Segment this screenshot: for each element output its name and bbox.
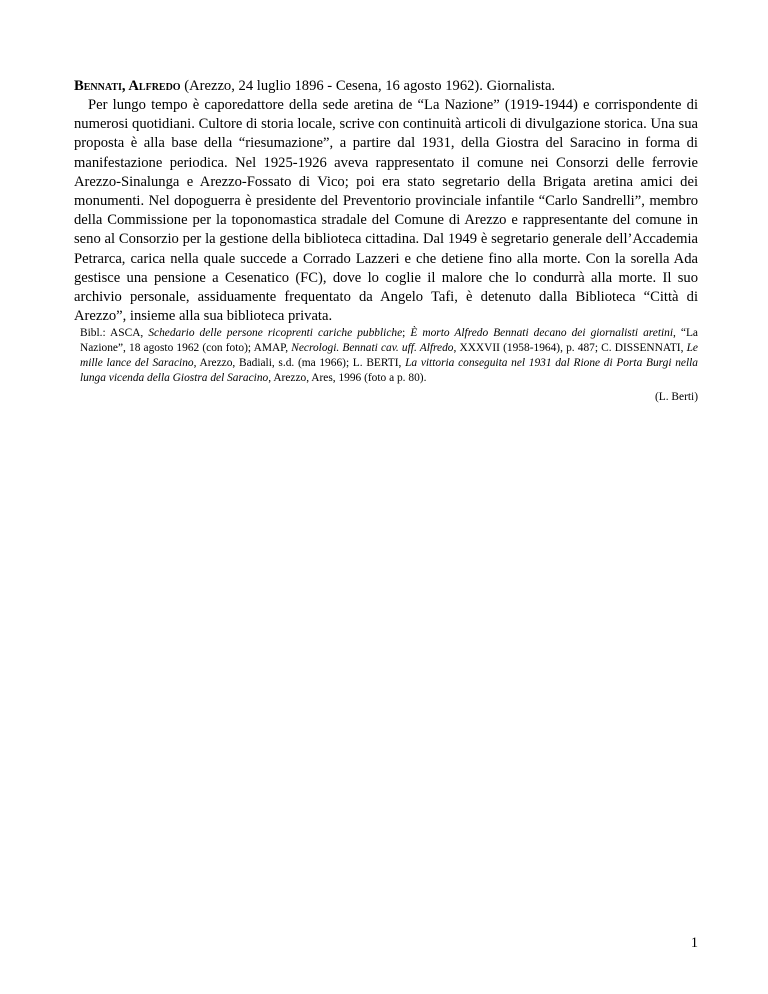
document-page <box>74 77 698 404</box>
page-number: 1 <box>690 935 698 951</box>
entry-dates: (Arezzo, 24 luglio 1896 - Cesena, 16 agosto 1962). Giornalista. <box>180 78 556 94</box>
bibliography-part: , “La Nazione”, 18 agosto 1962 (con foto); AMAP, <box>80 327 698 355</box>
bibliography-part: Bibl.: ASCA, <box>80 327 149 340</box>
bibliography <box>74 326 698 385</box>
bibliography-part: , Arezzo, Ares, 1996 (foto a p. 80). <box>268 371 427 384</box>
entry-body: Per lungo tempo è caporedattore della sede aretina de “La Nazione” (1919-1944) e corrispondente di numerosi quotidiani. Cultore di storia locale, scrive con continuità articoli di divulgazione storica. Una sua proposta è alla base della “riesumazione”, a partire dal 1931, della Giostra del Saracino in forma di manifestazione periodica. Nel 1925-1926 aveva rappresentato il comune nei Consorzi delle ferrovie Arezzo-Sinalunga e Arezzo-Fossato di Vico; poi era stato segretario della Brigata aretina amici dei monumenti. Nel dopoguerra è presidente del Preventorio provinciale infantile “Carlo Sandrelli”, membro della Commissione per la toponomastica stradale del Comune di Arezzo e rappresentante del comune in seno al Consorzio per la gestione della biblioteca cittadina. Dal 1949 è segretario generale dell’Accademia Petrarca, carica nella quale succede a Corrado Lazzeri e che detiene fino alla morte. Con la sorella Ada gestisce una pensione a Cesenatico (FC), dove lo coglie il malore che lo condurrà alla morte. Il suo archivio personale, assiduamente frequentato da Angelo Tafi, è detenuto dalla Biblioteca “Città di Arezzo”, insieme alla sua biblioteca privata. <box>74 97 698 325</box>
bibliography-part: ; <box>402 327 411 340</box>
bibliography-part: La vittoria conseguita nel 1931 dal Rione di Porta Burgi nella lunga vicenda della Giostra del Saracino <box>80 357 698 384</box>
bibliography-part: Schedario delle persone ricoprenti cariche pubbliche <box>148 327 403 340</box>
author-signature: (L. Berti) <box>654 390 698 403</box>
bibliography-part: , XXXVII (1958-1964), p. 487; C. DISSENNATI, <box>453 342 687 355</box>
bibliography-part: , Arezzo, Badiali, s.d. (ma 1966); L. BERTI, <box>193 357 406 370</box>
bibliography-part: Le mille lance del Saracino <box>80 342 698 370</box>
entry-heading <box>74 77 698 96</box>
entry-name: Bennati, Alfredo <box>74 78 181 94</box>
bibliography-part: È morto Alfredo Bennati decano dei giornalisti aretini <box>410 327 674 340</box>
bibliography-part: Necrologi. Bennati cav. uff. Alfredo <box>291 342 454 355</box>
